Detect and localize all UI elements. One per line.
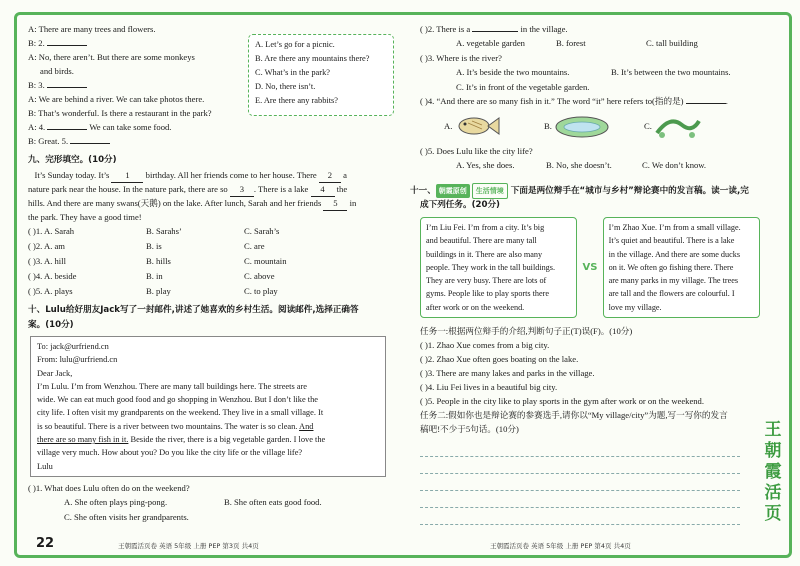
true-false-item: ( )4. Liu Fei lives in a beautiful big city. xyxy=(420,382,558,393)
question: ( )4. “And there are so many fish in it.” The word “it” here refers to(指的是) . xyxy=(420,96,728,106)
cloze-item: ( )1. A. Sarah B. Sarahs’ C. Sarah’s xyxy=(28,226,280,236)
true-false-item: ( )2. Zhao Xue often goes boating on the lake. xyxy=(420,354,579,365)
speech-line: in the village. And there are some ducks xyxy=(608,249,741,259)
email-body-line: I’m Lulu. I’m from Wenzhou. There are many tall buildings here. The streets are xyxy=(37,381,308,391)
speech-line: gyms. People like to play sports there xyxy=(426,289,550,299)
answer-blank[interactable] xyxy=(47,129,87,130)
task-title: 任务一:根据两位辩手的介绍,判断句子正(T)误(F)。(10分) xyxy=(420,326,633,337)
dialog-option: C. What’s in the park? xyxy=(255,68,330,77)
true-false-item: ( )1. Zhao Xue comes from a big city. xyxy=(420,340,550,351)
page-number: 22 xyxy=(36,536,55,551)
task-title: 任务二:假如你也是辩论赛的参赛选手,请你以“My village/city”为题,写一写你的发言 xyxy=(420,410,728,421)
garden-icon xyxy=(652,111,702,141)
dialog-line: A: 4. We can take some food. xyxy=(28,122,172,132)
dialog-line: B: Great. 5. xyxy=(28,134,386,148)
picture-options: A. B. C. xyxy=(444,108,760,144)
dialog-line: B: That’s wonderful. Is there a restaurant in the park? xyxy=(28,108,212,118)
question: ( )3. Where is the river? xyxy=(420,53,502,63)
email-to: To: jack@urfriend.cn xyxy=(37,342,109,351)
cloze-item: ( )5. A. plays B. play C. to play xyxy=(28,286,278,296)
question-options: A. Yes, she does. B. No, she doesn’t. C. We don’t know. xyxy=(456,160,707,170)
speech-line: are many parks in my village. The trees xyxy=(608,276,739,286)
email-body-line: wide. We can eat much good food and go shopping in Wenzhou. But I don’t like the xyxy=(37,395,319,405)
speech-line: people. They work in the tall buildings. xyxy=(426,262,556,272)
email-signature: Lulu xyxy=(37,461,53,471)
footer-left: 王朝霞活页卷 英语 5年级 上册 PEP 第3页 共4页 xyxy=(118,542,259,550)
answer-blank[interactable] xyxy=(47,87,87,88)
speech-liu-fei xyxy=(420,217,577,318)
cloze-title: 九、完形填空。(10分) xyxy=(28,155,117,165)
answer-blank[interactable] xyxy=(47,45,87,46)
brand-char: 活 xyxy=(764,483,782,503)
true-false-item: ( )3. There are many lakes and parks in the village. xyxy=(420,368,595,379)
dialog-line: B: 2. xyxy=(28,36,386,50)
answer-blank[interactable] xyxy=(70,143,110,144)
cloze-line: hills. And there are many swans(天鹅) on the lake. After lunch, Sarah and her friends 5 in xyxy=(28,196,386,210)
email-body-line: village very much. How about you? Do you like the city life or the village life? xyxy=(37,448,303,458)
brand-char: 朝 xyxy=(764,441,782,461)
speech-line: are tall and the flowers are colourful. I xyxy=(608,289,735,299)
dialog-line: B: 3. xyxy=(28,78,386,92)
dialog-line: and birds. xyxy=(40,66,74,76)
speech-line: and beautiful. There are many tall xyxy=(426,236,537,246)
question-options: A. It’s beside the two mountains. B. It’s between the two mountains. xyxy=(456,67,731,77)
email-body-line: city life. I often visit my grandparents on the weekend. They live in a small village. It xyxy=(37,408,324,418)
dialog-option: B. Are there any mountains there? xyxy=(255,54,370,63)
speech-line: I’m Liu Fei. I’m from a city. It’s big xyxy=(426,223,545,232)
cloze-line: the park. They have a good time! xyxy=(28,212,142,222)
dialog-option: E. Are there any rabbits? xyxy=(255,96,339,105)
question: ( )2. There is a in the village. xyxy=(420,24,568,34)
speech-line: They are very busy. There are lots of xyxy=(426,276,547,286)
cloze-item: ( )4. A. beside B. in C. above xyxy=(28,271,275,281)
cloze-item: ( )3. A. hill B. hills C. mountain xyxy=(28,256,287,266)
email-from: From: lulu@urfriend.cn xyxy=(37,355,118,365)
footer-right: 王朝霞活页卷 英语 5年级 上册 PEP 第4页 共4页 xyxy=(490,542,631,550)
debate-title-2: 成下列任务。(20分) xyxy=(420,200,500,210)
email-greeting: Dear Jack, xyxy=(37,368,73,378)
speech-line: buildings in it. There are also many xyxy=(426,249,543,259)
speech-line: love my village. xyxy=(608,302,662,312)
question-options: A. She often plays ping-pong. B. She often eats good food. xyxy=(64,496,322,507)
cloze-item: ( )2. A. am B. is C. are xyxy=(28,241,265,251)
vs-badge: VS xyxy=(582,261,598,273)
dialog-options-box xyxy=(248,34,394,116)
task-title: 稿吧!不少于5句话。(10分) xyxy=(420,424,519,435)
fish-icon xyxy=(452,111,502,141)
cloze-line: nature park near the house. In the nature park, there are so 3 . There is a lake 4 the xyxy=(28,182,386,196)
reading-title-2: 案。(10分) xyxy=(28,320,74,330)
brand-char: 霞 xyxy=(764,462,782,482)
speech-line: on it. We often go fishing there. There xyxy=(608,262,734,272)
dialog-line: A: We are behind a river. We can take photos there. xyxy=(28,94,205,104)
email-box xyxy=(30,336,386,477)
question-option: C. She often visits her grandparents. xyxy=(64,511,189,522)
dialog-line: A: There are many trees and flowers. xyxy=(28,24,156,34)
brand-logo xyxy=(762,420,784,525)
dialog-option: A. Let’s go for a picnic. xyxy=(255,40,335,49)
speech-zhao-xue xyxy=(603,217,760,318)
brand-char: 王 xyxy=(764,420,782,440)
question-option: C. It’s in front of the vegetable garden. xyxy=(456,82,590,92)
debate-title: 十一、 朝霞原创 生活情境 下面是两位辩手在“城市与乡村”辩论赛中的发言稿。读一读,完 xyxy=(410,183,760,198)
question: ( )5. Does Lulu like the city life? xyxy=(420,146,533,156)
right-page xyxy=(410,22,760,525)
email-body-line: there are so many fish in it. Beside the river, there is a big vegetable garden. I love the xyxy=(37,435,326,445)
writing-area[interactable] xyxy=(420,440,760,525)
true-false-list xyxy=(420,338,760,408)
cloze-line: It’s Sunday today. It’s 1 birthday. All her friends come to her house. There 2 a xyxy=(28,168,386,182)
true-false-item: ( )5. People in the city like to play sports in the gym after work or on the weekend. xyxy=(420,396,705,407)
cloze-options xyxy=(28,224,386,299)
speech-line: I’m Zhao Xue. I’m from a small village. xyxy=(608,223,741,232)
river-icon xyxy=(552,111,612,141)
reading-title: 十、Lulu给好朋友Jack写了一封邮件,讲述了她喜欢的乡村生活。阅读邮件,选择正确答 xyxy=(28,305,359,315)
debate-speeches xyxy=(420,217,760,318)
question: ( )1. What does Lulu often do on the weekend? xyxy=(28,482,190,493)
speech-line: It’s quiet and beautiful. There is a lake xyxy=(608,236,735,246)
brand-char: 页 xyxy=(764,504,782,524)
dialog-line: A: No, there aren’t. But there are some monkeys xyxy=(28,52,195,62)
email-body-line: is so beautiful. There is a river between two mountains. The water is so clean. And xyxy=(37,421,314,431)
dialog-option: D. No, there isn’t. xyxy=(255,82,316,91)
speech-line: after work or on the weekend. xyxy=(426,302,525,312)
question-options: A. vegetable garden B. forest C. tall building xyxy=(456,38,698,48)
